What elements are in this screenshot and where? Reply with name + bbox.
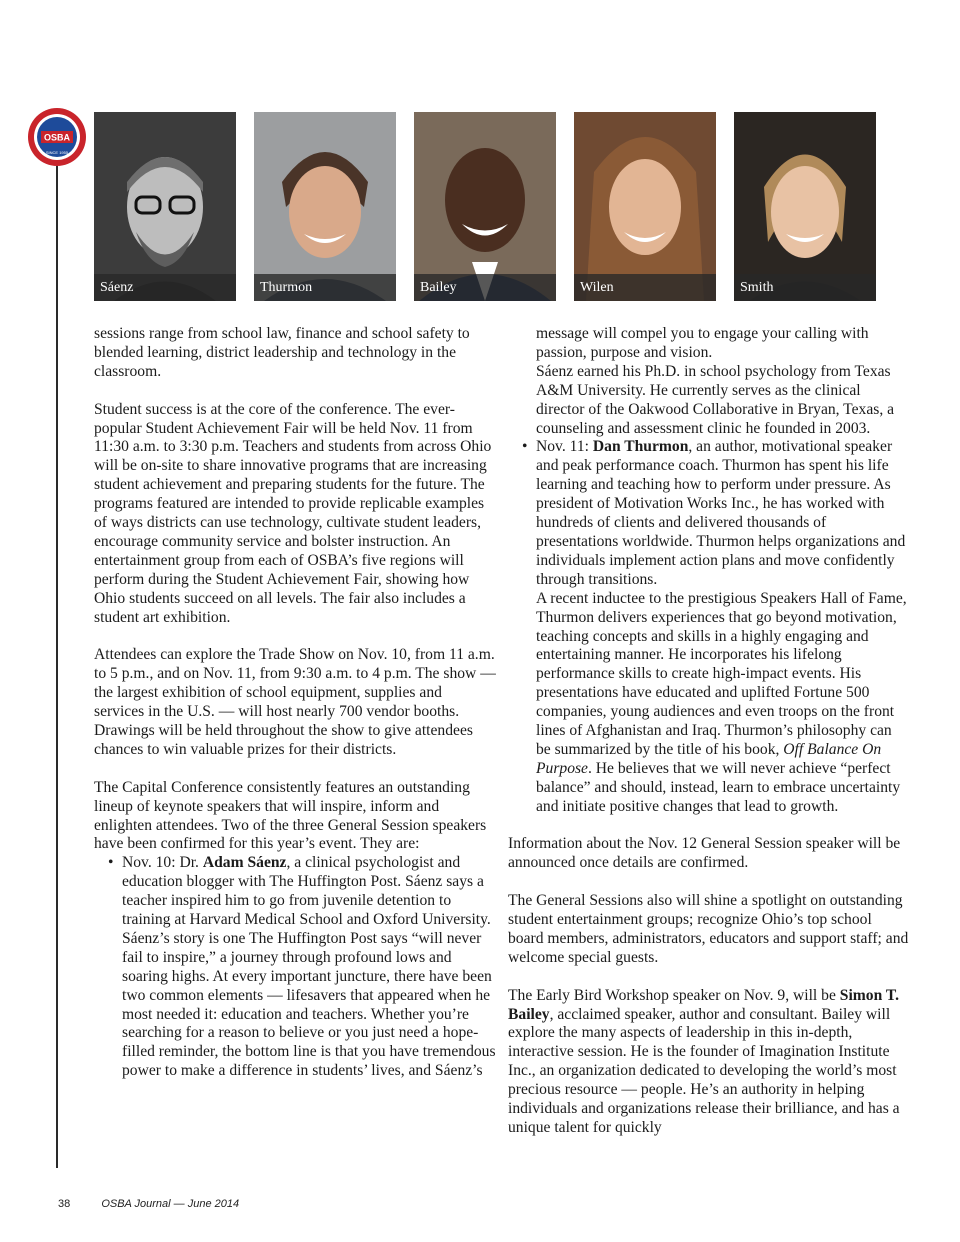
paragraph-thurmon-hall: A recent inductee to the prestigious Speakers Hall of Fame, Thurmon delivers experiences that go beyond motivation, teaching concepts and skills in a highly engaging and entertaining manner. He incorporates his lifelong performance skills to create high-impact events. His presentations have educated and uplifted Fortune 500 companies, young audiences and even troops on the front lines of Afghanistan and Iraq. Thurmon’s philosophy can be summarized by the title of his book,: [536, 589, 907, 758]
speaker-photo-saenz: [94, 112, 236, 301]
caption-wilen: Wilen: [574, 274, 716, 301]
portrait-saenz: [94, 112, 236, 301]
early-bird-prefix: The Early Bird Workshop speaker on Nov. 9, will be: [508, 986, 840, 1004]
portrait-bailey: [414, 112, 556, 301]
speaker-photo-wilen: [574, 112, 716, 301]
speaker-photo-smith: [734, 112, 876, 301]
bullet-thurmon: [508, 438, 910, 816]
book-title: Off Balance On Purpose: [536, 740, 882, 777]
bullet-thurmon-text: , an author, motivational speaker and peak performance coach. Thurmon has spent his life learning and teaching how to perform under pressure. As president of Motivation Works Inc., he has worked with hundreds of clients and delivered thousands of presentations worldwide. Thurmon helps organizations and individuals implement action plans and move confidently through transitions.: [536, 438, 906, 588]
seal-text: OSBA: [43, 132, 71, 143]
bullet-saenz-prefix: Nov. 10: Dr.: [122, 854, 203, 872]
paragraph-general-sessions: The General Sessions also will shine a spotlight on outstanding student entertainment groups; recognize Ohio’s top school board members, administrators, educators and support staff; and welcome special guests.: [508, 892, 909, 966]
paragraph-trade-show: Attendees can explore the Trade Show on Nov. 10, from 11 a.m. to 5 p.m., and on Nov. 11, from 9:30 a.m. to 4 p.m. The show — the largest exhibition of school equipment, supplies and services in the U.S. — will host nearly 700 vendor booths. Drawings will be held throughout the show to give attendees chances to win valuable prizes for their districts.: [94, 646, 496, 758]
paragraph-nov12: Information about the Nov. 12 General Session speaker will be announced once details are confirmed.: [508, 835, 901, 872]
caption-thurmon: Thurmon: [254, 274, 396, 301]
paragraph-student-success: Student success is at the core of the conference. The ever-popular Student Achievement Fair will be held Nov. 11 from 11:30 a.m. to 3:30 p.m. Teachers and students from across Ohio will be on-site to share innovative programs that are increasing student achievement and preparing students for the future. The programs featured are intended to provide replicable examples of ways districts can use technology, cultivate student leaders, encourage community service and bolster instruction. An entertainment group from each of OSBA’s five regions will perform during the Student Achievement Fair, showing how Ohio students succeed on all levels. The fair also includes a student art exhibition.: [94, 400, 492, 626]
osba-seal-logo: [27, 107, 87, 167]
margin-rule: [56, 136, 58, 1168]
caption-saenz: Sáenz: [94, 274, 236, 301]
paragraph-saenz-message: message will compel you to engage your calling with passion, purpose and vision.: [536, 325, 869, 361]
paragraph-saenz-story: Sáenz’s story is one The Huffington Post says “will never fail to inspire,” a journey through profound lows and soaring highs. At every important juncture, there have been two common elements — lifesavers that appeared when he most needed it: education and teachers. Whether you’re searching for a reason to believe or you just need a hope-filled reminder, the bottom line is that you have tremendous power to make a difference in students’ lives, and Sáenz’s: [122, 929, 496, 1080]
speaker-name-thurmon: Dan Thurmon: [592, 438, 689, 456]
bullet-thurmon-prefix: Nov. 11:: [536, 438, 593, 456]
page-footer: [58, 1198, 239, 1210]
portrait-thurmon: [254, 112, 396, 301]
paragraph-keynote-intro: The Capital Conference consistently features an outstanding lineup of keynote speakers that will inspire, inform and enlighten attendees. Two of the three General Session speakers have been confirmed for this year’s event. They are:: [94, 778, 487, 853]
speaker-name-saenz: Adam Sáenz: [202, 854, 287, 872]
caption-smith: Smith: [734, 274, 876, 301]
seal-since-text: SINCE 1955: [45, 150, 69, 155]
portrait-wilen: [574, 112, 716, 301]
right-column: [508, 325, 910, 1138]
bullet-dot: •: [108, 854, 114, 872]
bullet-dot: •: [522, 438, 528, 456]
portrait-smith: [734, 112, 876, 301]
speaker-photo-bailey: [414, 112, 556, 301]
paragraph-early-bird: [508, 987, 910, 1138]
speaker-name-bailey: Simon T. Bailey: [508, 986, 900, 1023]
paragraph-thurmon-hall-end: . He believes that we will never achieve “perfect balance” and should, instead, learn to embrace uncertainty and initiate positive changes that lead to growth.: [536, 759, 901, 815]
bullet-saenz: [94, 854, 496, 1081]
caption-bailey: Bailey: [414, 274, 556, 301]
publication-line: OSBA Journal — June 2014: [101, 1198, 240, 1210]
early-bird-text: , acclaimed speaker, author and consultant. Bailey will explore the many aspects of leadership in this in-depth, interactive session. He is the founder of Imagination Institute Inc., an organization dedicated to developing the world’s most precious resource — people. He’s an authority in helping individuals and organizations release their brilliance, and has a unique talent for quickly: [508, 1005, 900, 1137]
left-column: [94, 325, 496, 1081]
bullet-saenz-text: , a clinical psychologist and education blogger with The Huffington Post. Sáenz says a teacher inspired him to go from juvenile detention to training at Harvard Medical School and Oxford University.: [122, 854, 491, 929]
paragraph-saenz-phd: Sáenz earned his Ph.D. in school psychology from Texas A&M University. He currently serves as the clinical director of the Oakwood Collaborative in Bryan, Texas, a counseling and assessment clinic he founded in 2003.: [536, 362, 895, 437]
page-number: 38: [58, 1198, 71, 1210]
paragraph-sessions: sessions range from school law, finance and school safety to blended learning, district leadership and technology in the classroom.: [94, 325, 470, 380]
speaker-photo-thurmon: [254, 112, 396, 301]
